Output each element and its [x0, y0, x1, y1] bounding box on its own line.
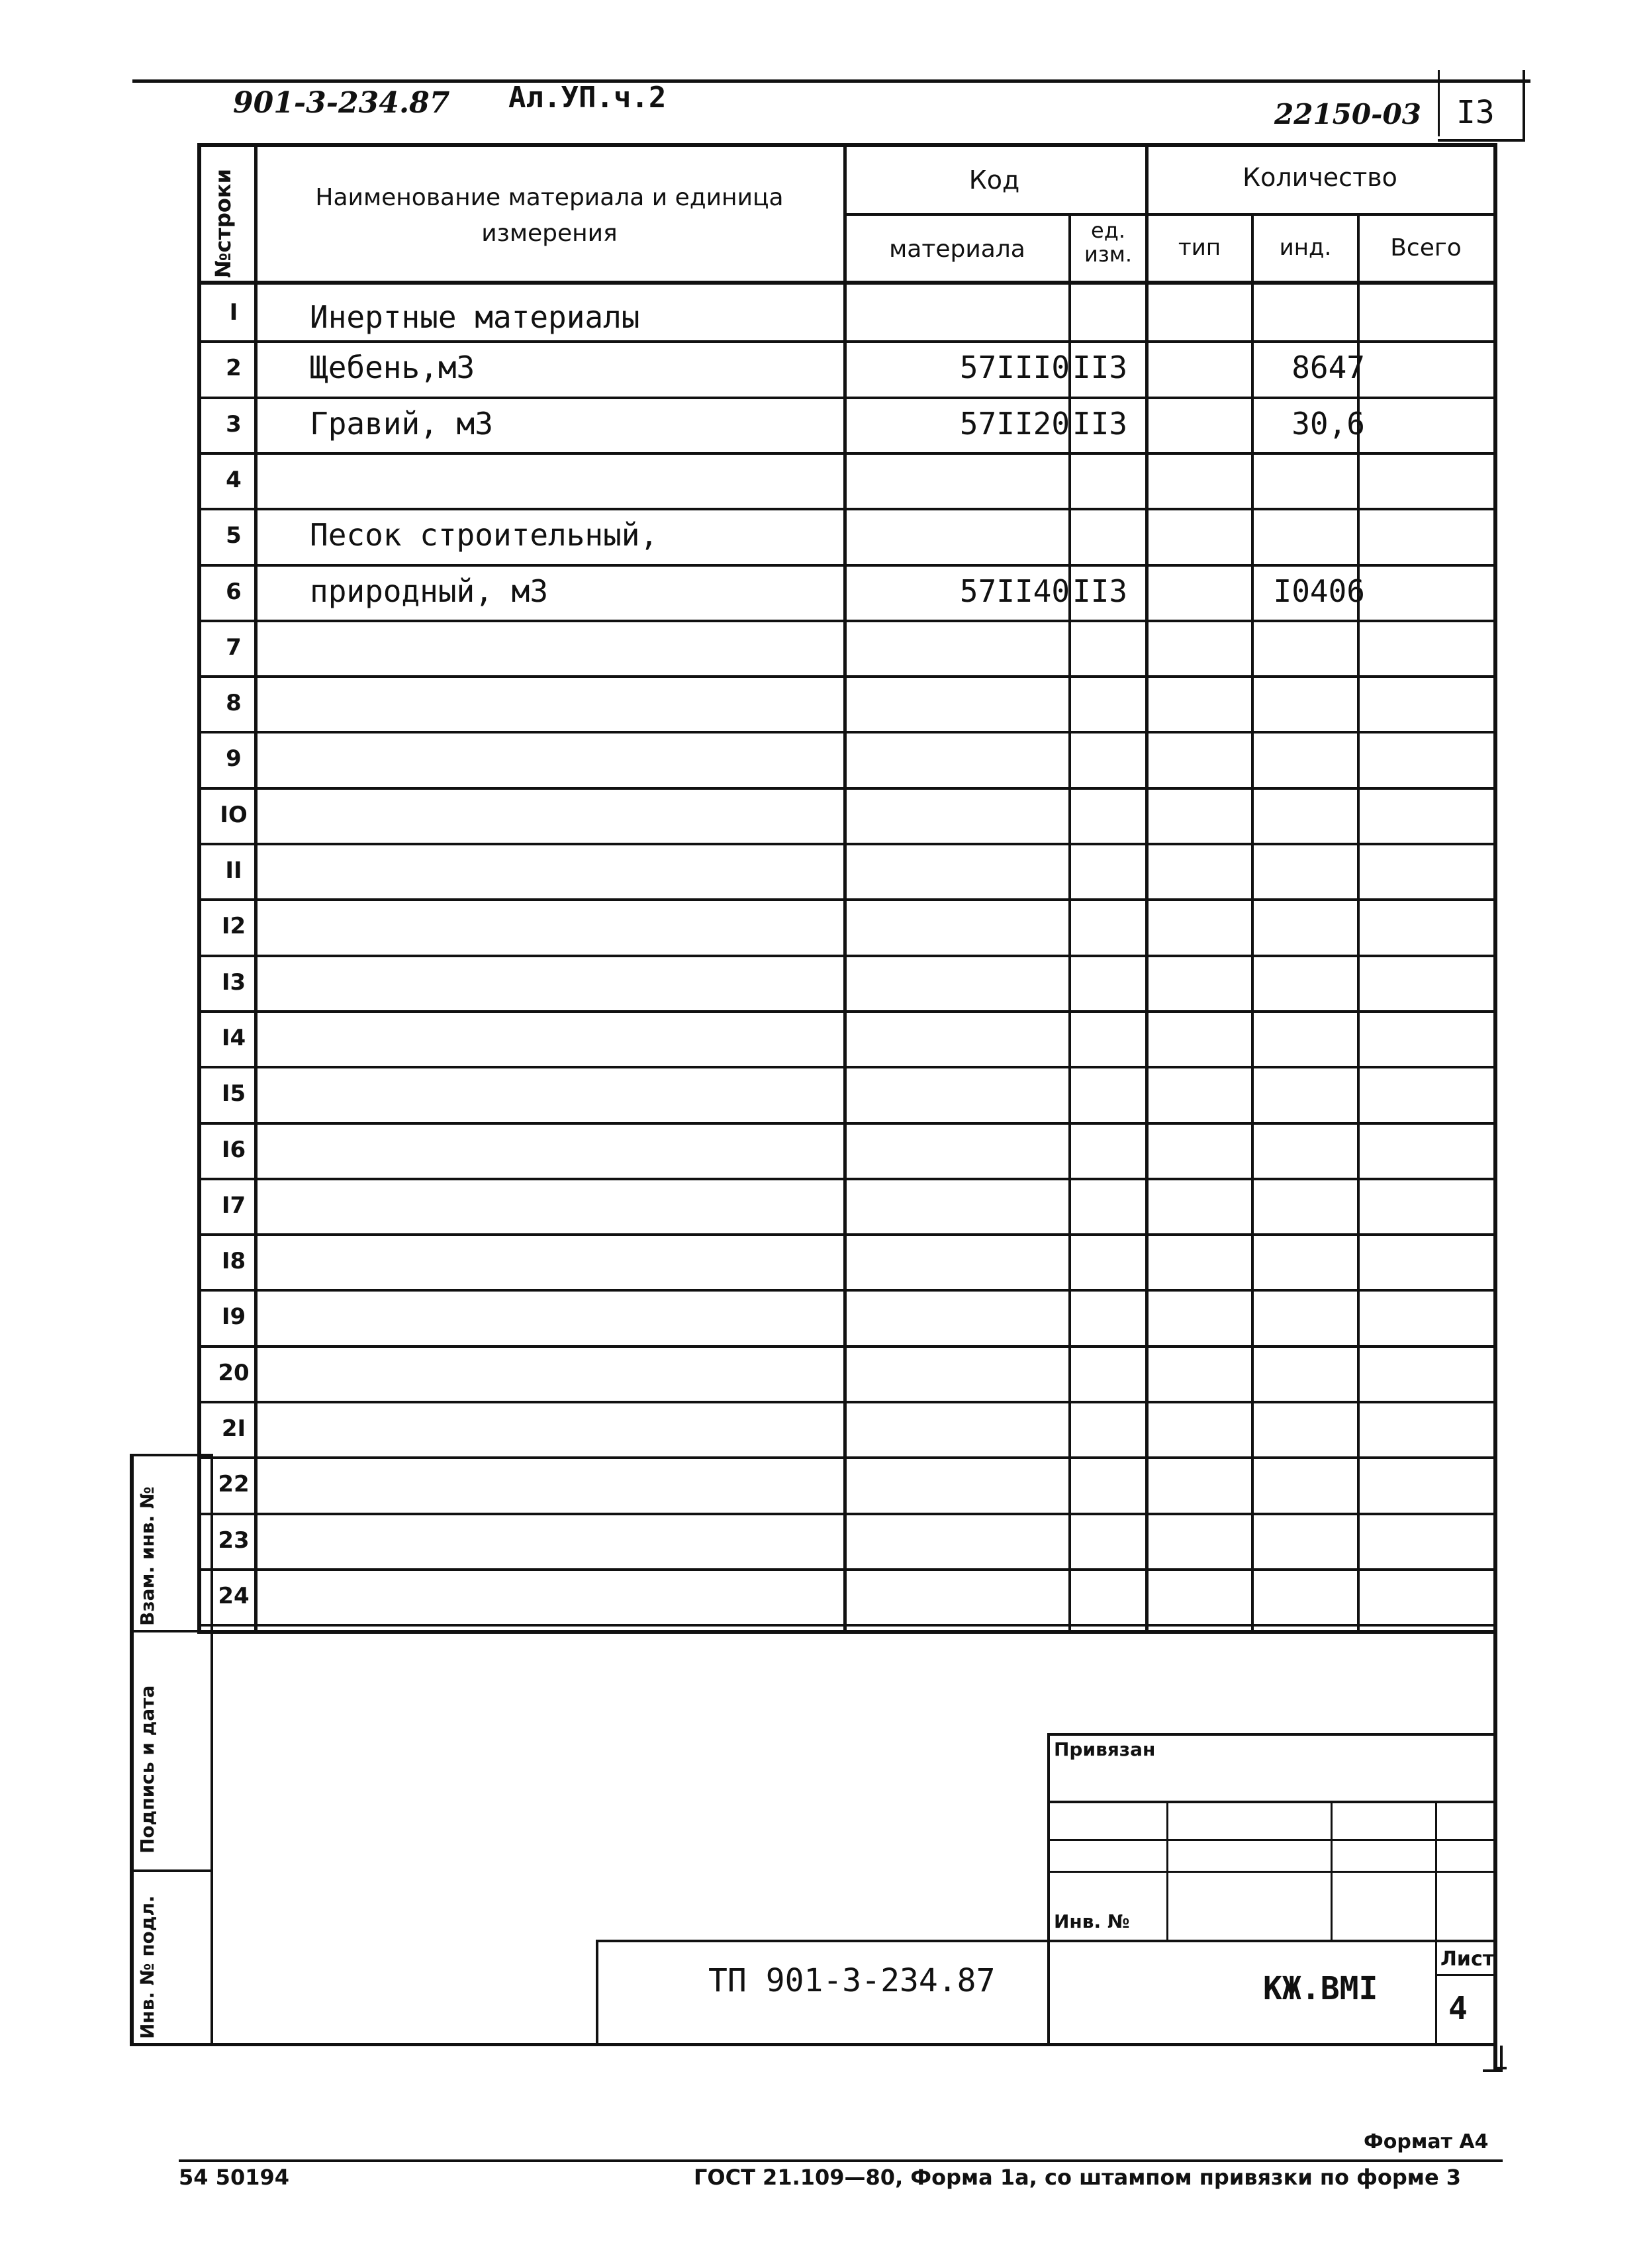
row-code: 57II40	[959, 573, 1070, 609]
col-name-text: Наименование материала и единица измерения	[315, 184, 784, 247]
vzam-inv-label: Взам. инв. №	[136, 1486, 158, 1626]
row-name: Инертные материалы	[310, 299, 640, 335]
table-row	[211, 1456, 1497, 1512]
row-number: 9	[226, 745, 242, 772]
privyazan-label: Привязан	[1054, 1738, 1156, 1760]
table-row	[211, 1066, 1497, 1121]
table-row	[211, 1401, 1497, 1456]
table-row	[211, 285, 1497, 340]
table-row	[211, 452, 1497, 508]
row-number: 24	[218, 1583, 250, 1609]
col-code-header: Код	[968, 165, 1020, 195]
col-code-unit: ед. изм.	[1084, 218, 1133, 267]
row-number: 22	[218, 1471, 250, 1497]
row-number: IO	[220, 802, 248, 828]
inv-no-label: Инв. №	[1054, 1911, 1130, 1932]
project-code: ТП 901-3-234.87	[708, 1962, 996, 1999]
row-divider	[197, 1624, 1496, 1627]
row-ind: 30,6	[1291, 406, 1365, 442]
row-number: II	[225, 857, 242, 884]
table-row	[211, 731, 1497, 786]
album-label: Ал.УП.ч.2	[508, 81, 667, 115]
inv-podl-label: Инв. № подл.	[136, 1895, 158, 2039]
col-qty-ind: инд.	[1279, 234, 1332, 261]
row-number: 23	[218, 1527, 250, 1554]
row-number: I6	[221, 1137, 246, 1163]
format-label: Формат А4	[1364, 2130, 1489, 2153]
table-row	[211, 397, 1497, 452]
col-line-no: №строки	[211, 168, 236, 278]
table-row	[211, 787, 1497, 843]
table-row	[211, 1122, 1497, 1178]
table-row	[211, 843, 1497, 898]
col-quantity-header: Количество	[1243, 163, 1397, 192]
row-code: 57II20	[959, 406, 1070, 442]
row-unit: II3	[1072, 573, 1128, 609]
row-number: 8	[226, 690, 242, 716]
row-number: 3	[226, 411, 242, 438]
table-row	[211, 340, 1497, 396]
table-row	[211, 564, 1497, 620]
row-number: I8	[221, 1248, 246, 1274]
row-code: 57III0	[959, 350, 1070, 385]
table-row	[211, 1178, 1497, 1233]
row-number: I3	[221, 969, 246, 996]
table-row	[211, 955, 1497, 1010]
row-name: Щебень,м3	[310, 350, 475, 385]
table-row	[211, 508, 1497, 563]
row-number: 2I	[221, 1415, 246, 1442]
doc-code: 901-3-234.87	[233, 86, 450, 120]
sheet-number: 4	[1448, 1990, 1468, 2027]
table-row	[211, 1289, 1497, 1345]
row-number: 2	[226, 355, 242, 381]
row-name: Гравий, м3	[310, 406, 493, 442]
row-number: I5	[221, 1080, 246, 1107]
row-unit: II3	[1072, 350, 1128, 385]
footer-left-code: 54 50194	[179, 2165, 289, 2190]
inventory-number: 22150-03	[1274, 98, 1421, 130]
col-qty-type: тип	[1178, 234, 1221, 261]
row-number: I4	[221, 1025, 246, 1051]
table-row	[211, 1345, 1497, 1401]
table-row	[211, 620, 1497, 675]
gost-reference: ГОСТ 21.109—80, Форма 1а, со штампом привязки по форме 3	[694, 2165, 1462, 2190]
row-number: 4	[226, 467, 242, 493]
table-row	[211, 1513, 1497, 1568]
col-code-material: материала	[889, 236, 1025, 263]
table-row	[211, 898, 1497, 954]
row-number: I2	[221, 913, 246, 939]
row-ind: 8647	[1291, 350, 1365, 385]
row-number: 7	[226, 634, 242, 661]
row-number: 6	[226, 579, 242, 605]
table-row	[211, 1568, 1497, 1624]
table-row	[211, 1010, 1497, 1066]
page-number: I3	[1456, 94, 1495, 131]
row-name: природный, м3	[310, 573, 549, 609]
table-row	[211, 675, 1497, 731]
col-qty-total: Всего	[1390, 234, 1462, 261]
row-number: 20	[218, 1360, 250, 1386]
table-row	[211, 1233, 1497, 1289]
drawing-mark: КЖ.ВМI	[1263, 1970, 1378, 2007]
podpis-data-label: Подпись и дата	[136, 1685, 158, 1854]
row-unit: II3	[1072, 406, 1128, 442]
row-ind: I0406	[1273, 573, 1365, 609]
row-number: 5	[226, 522, 242, 549]
sheet-label: Лист	[1440, 1948, 1495, 1971]
row-name: Песок строительный,	[310, 517, 659, 553]
col-name-header	[278, 180, 821, 252]
row-number: I9	[221, 1303, 246, 1330]
row-number: I	[229, 299, 238, 326]
row-number: I7	[221, 1192, 246, 1219]
